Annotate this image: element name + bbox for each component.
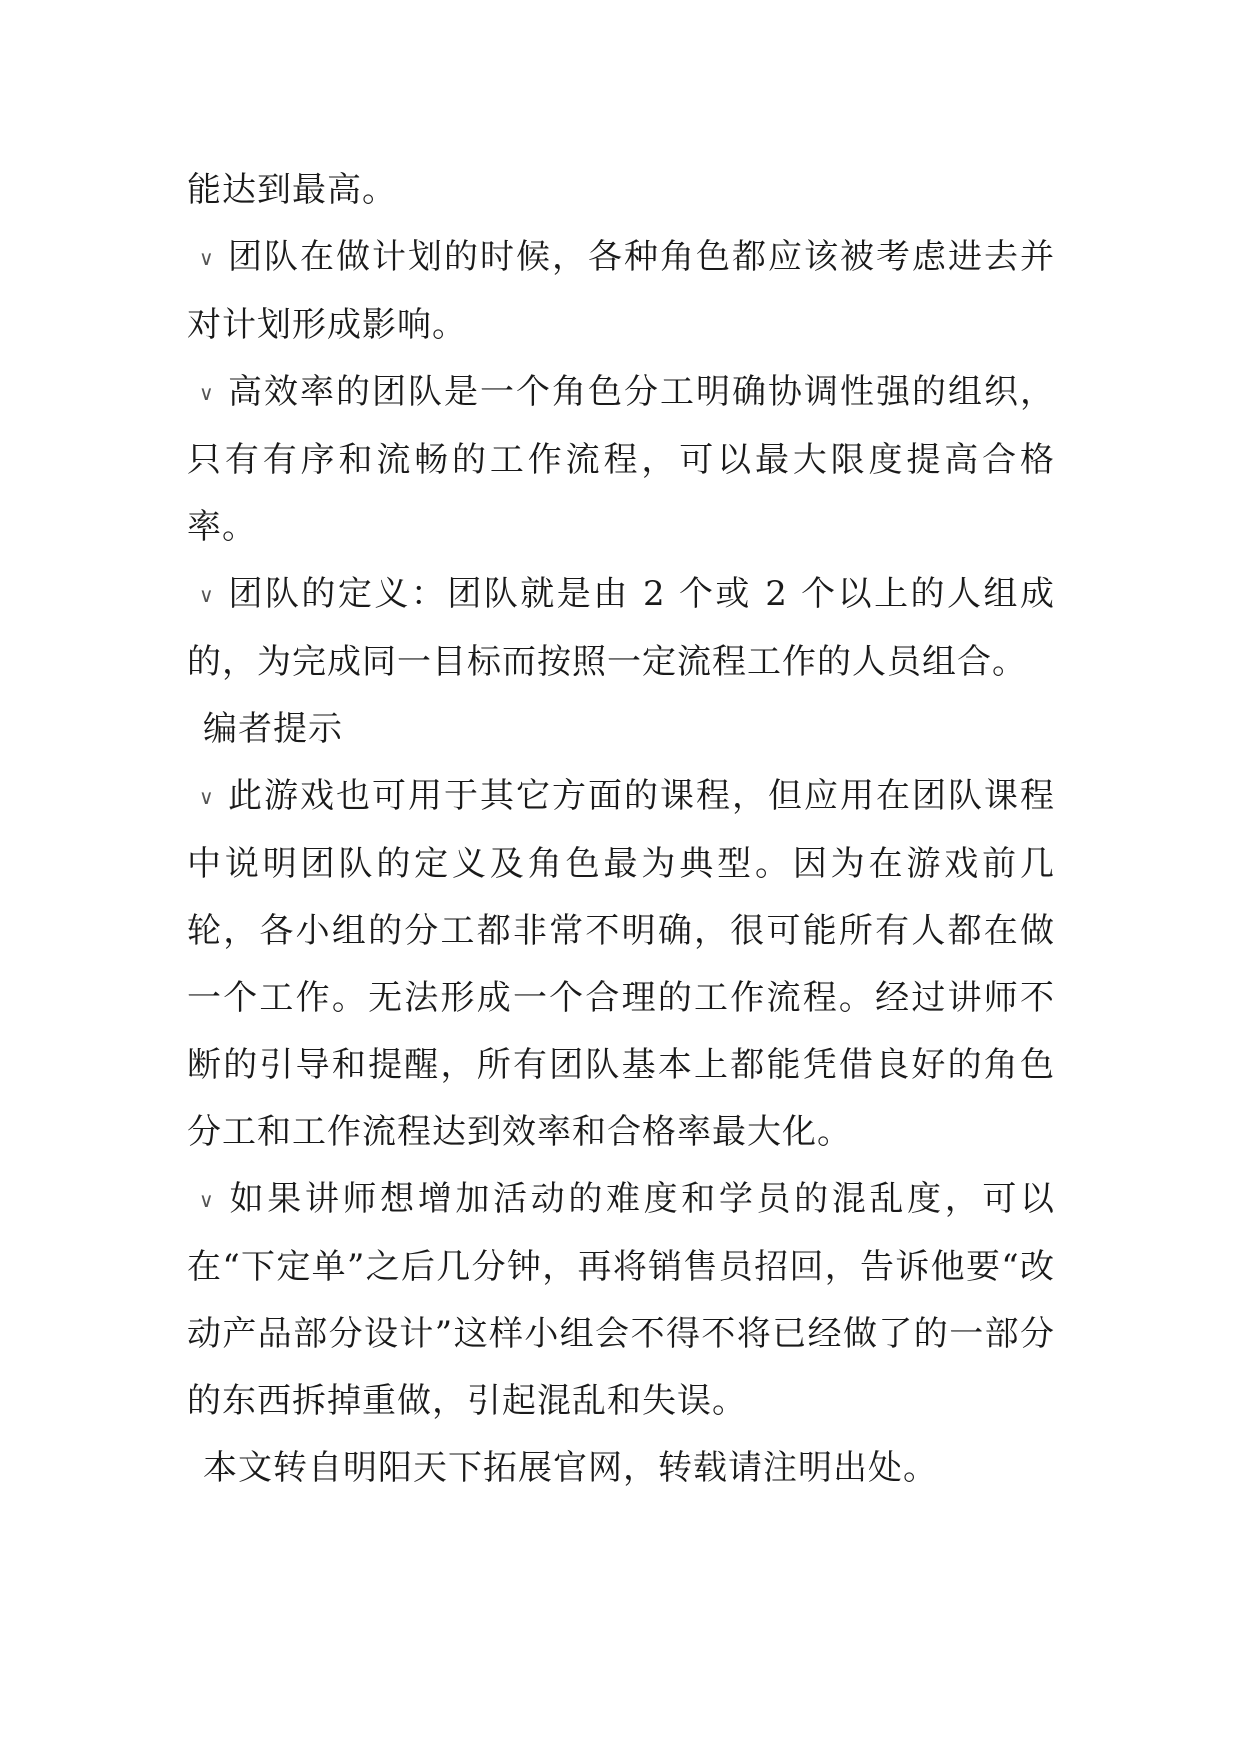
section-heading (187, 696, 1055, 763)
check-bullet-icon: ∨ (199, 583, 215, 607)
source-note (187, 1435, 1055, 1502)
check-bullet-icon: ∨ (199, 381, 215, 405)
paragraph-continuation (187, 157, 1055, 224)
bullet-item (187, 224, 1055, 359)
document-page (187, 157, 1055, 1502)
bullet-text: 团队的定义：团队就是由 2 个或 2 个以上的人组成的，为完成同一目标而按照一定流程工作的人员组合。 (187, 574, 1055, 682)
bullet-item (187, 1166, 1055, 1435)
check-bullet-icon: ∨ (199, 1188, 215, 1212)
note-text: 本文转自明阳天下拓展官网，转载请注明出处。 (203, 1448, 938, 1488)
paragraph-text: 能达到最高。 (187, 170, 397, 210)
bullet-text: 如果讲师想增加活动的难度和学员的混乱度，可以在“下定单”之后几分钟，再将销售员招回，告诉他要“改动产品部分设计”这样小组会不得不将已经做了的一部分的东西拆掉重做，引起混乱和失误。 (187, 1179, 1055, 1421)
check-bullet-icon: ∨ (199, 785, 215, 809)
bullet-item (187, 763, 1055, 1166)
bullet-item (187, 359, 1055, 561)
heading-text: 编者提示 (203, 709, 343, 749)
bullet-text: 此游戏也可用于其它方面的课程，但应用在团队课程中说明团队的定义及角色最为典型。因为在游戏前几轮，各小组的分工都非常不明确，很可能所有人都在做一个工作。无法形成一个合理的工作流程。经过讲师不断的引导和提醒，所有团队基本上都能凭借良好的角色分工和工作流程达到效率和合格率最大化。 (187, 776, 1055, 1152)
bullet-item (187, 561, 1055, 696)
bullet-text: 团队在做计划的时候，各种角色都应该被考虑进去并对计划形成影响。 (187, 237, 1055, 345)
bullet-text: 高效率的团队是一个角色分工明确协调性强的组织，只有有序和流畅的工作流程，可以最大限度提高合格率。 (187, 372, 1055, 547)
check-bullet-icon: ∨ (199, 246, 215, 270)
